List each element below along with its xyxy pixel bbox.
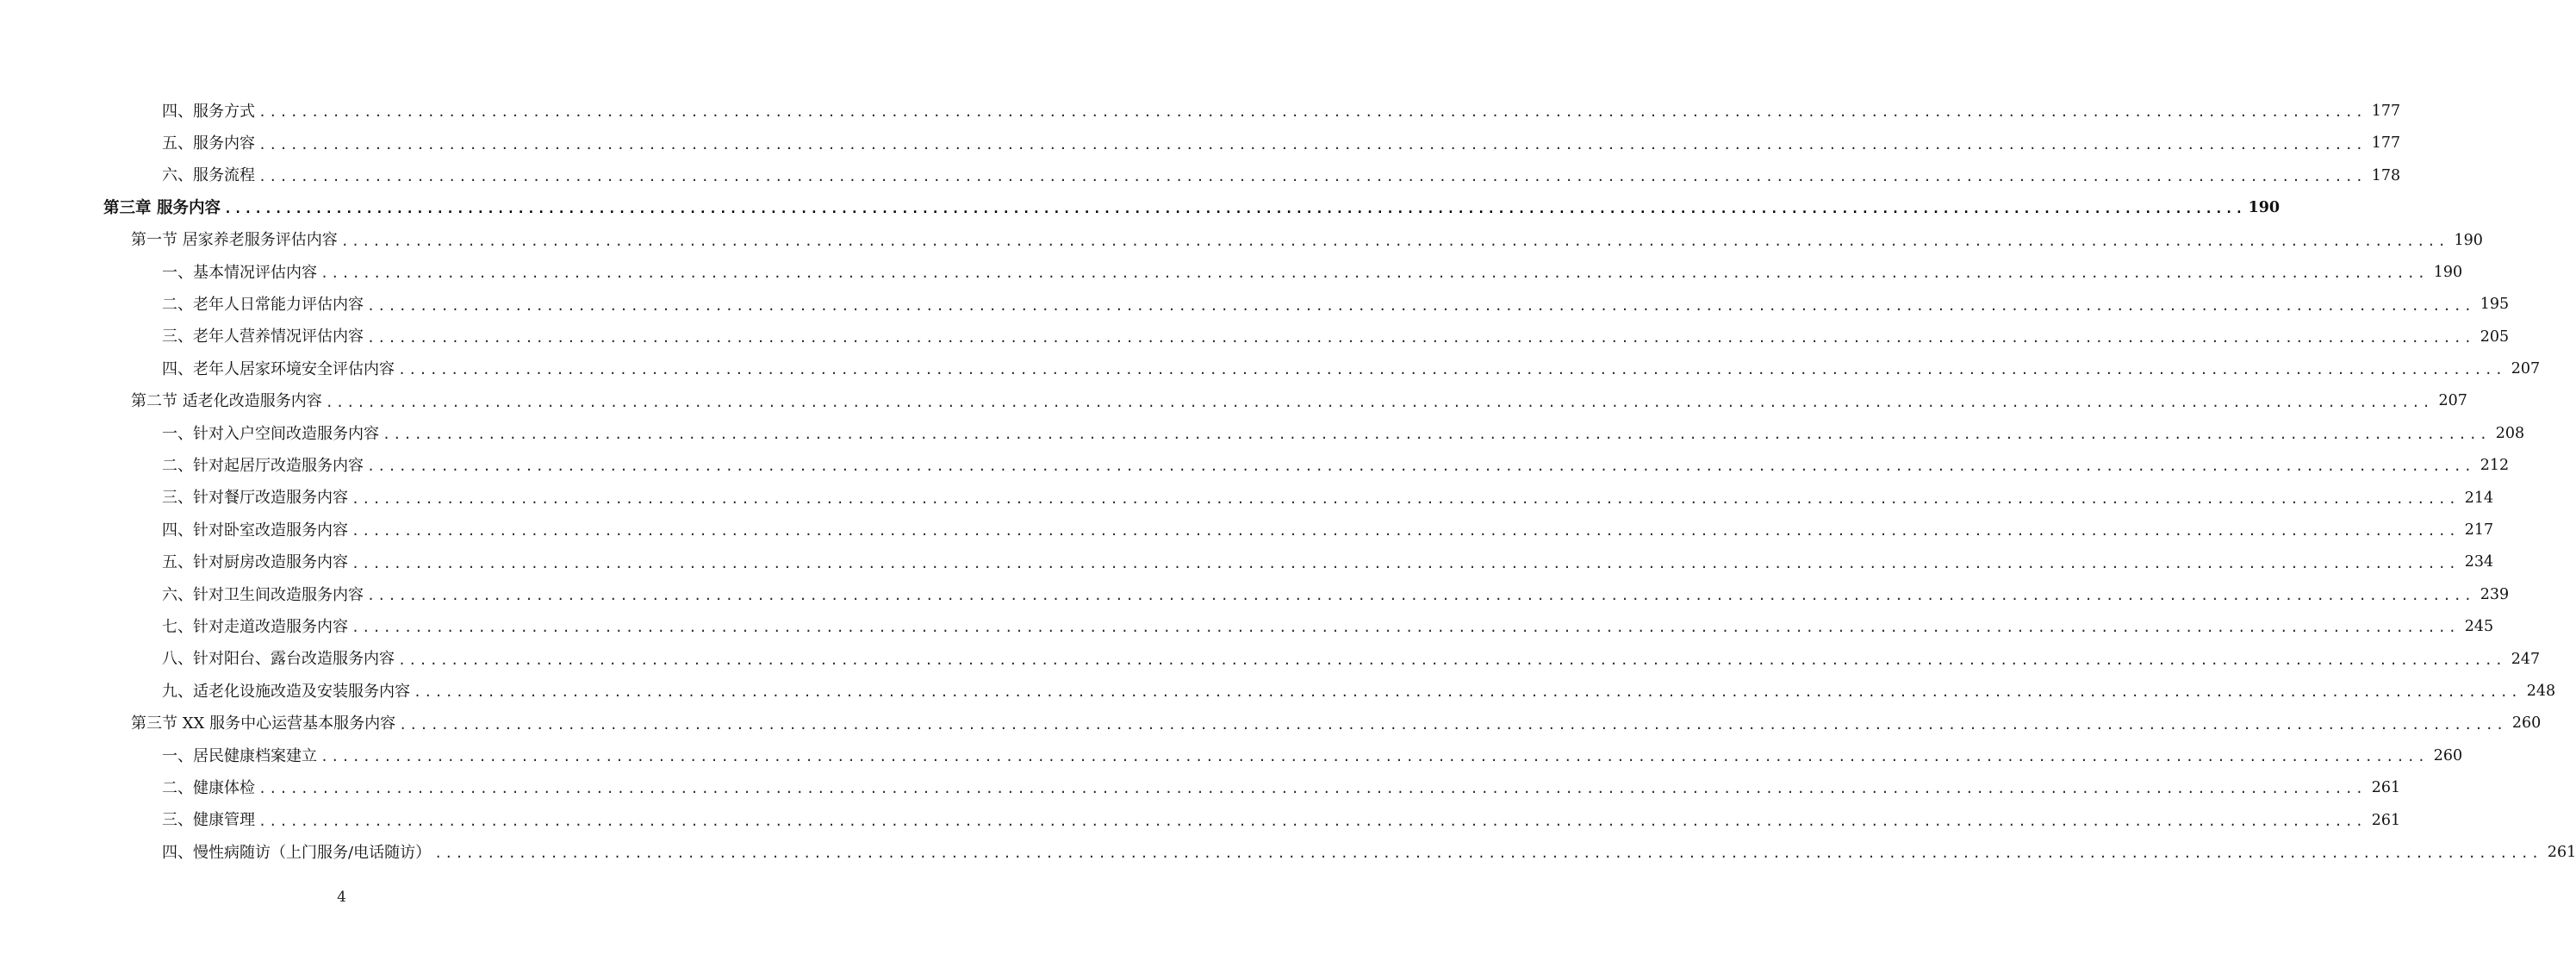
dot-leader: ........................................................................................................................................................................................................ [352,620,2460,636]
dot-leader: ........................................................................................................................................................................................................ [352,555,2460,571]
toc-entry-page: 261 [2371,779,2401,797]
toc-entry-title: 七、针对走道改造服务内容 [162,617,348,636]
toc-entry-title: 一、基本情况评估内容 [162,263,317,282]
toc-entry-title: 六、针对卫生间改造服务内容 [162,585,364,604]
toc-entry-item [0,837,2576,869]
toc-entry-title: 四、慢性病随访（上门服务/电话随访） [162,843,432,862]
dot-leader: ........................................................................................................................................................................................................ [223,201,2246,217]
toc-entry-section [0,386,2467,418]
dot-leader: ........................................................................................................................................................................................................ [258,813,2367,829]
toc-entry-page: 177 [2371,102,2401,120]
toc-entry-item [0,515,2494,546]
dot-leader: ........................................................................................................................................................................................................ [258,781,2367,797]
toc-entry-item [0,676,2556,708]
toc-entry-page: 247 [2511,650,2541,668]
toc-entry-title: 二、老年人日常能力评估内容 [162,296,364,315]
dot-leader: ........................................................................................................................................................................................................ [258,168,2367,184]
toc-entry-title: 二、针对起居厅改造服务内容 [162,456,364,475]
toc-entry-title: 三、老年人营养情况评估内容 [162,328,364,346]
toc-entry-item [0,289,2510,321]
toc-entry-page: 245 [2464,618,2494,636]
toc-entry-page: 190 [2248,199,2280,217]
toc-entry-item [0,772,2401,804]
toc-entry-item [0,160,2401,192]
toc-entry-item [0,418,2525,450]
toc-entry-page: 178 [2371,166,2401,184]
toc-entry-page: 212 [2480,457,2510,475]
toc-entry-title: 四、针对卧室改造服务内容 [162,521,348,540]
toc-entry-page: 234 [2464,553,2494,571]
toc-entry-page: 217 [2464,521,2494,540]
dot-leader: ........................................................................................................................................................................................................ [383,427,2491,443]
toc-entry-page: 190 [2454,231,2483,249]
toc-entry-page: 205 [2480,328,2510,346]
toc-entry-title: 第三节 XX 服务中心运营基本服务内容 [131,714,396,733]
toc-entry-item [0,450,2510,482]
dot-leader: ........................................................................................................................................................................................................ [399,716,2507,733]
toc-entry-page: 190 [2433,263,2463,281]
toc-entry-title: 第一节 居家养老服务评估内容 [131,231,338,250]
toc-entry-title: 四、老年人居家环境安全评估内容 [162,359,395,378]
dot-leader: ........................................................................................................................................................................................................ [325,394,2433,410]
dot-leader: ........................................................................................................................................................................................................ [352,490,2460,507]
toc-entry-item [0,546,2494,578]
dot-leader: ........................................................................................................................................................................................................ [398,362,2506,378]
toc-entry-item [0,257,2463,289]
toc-entry-title: 三、健康管理 [162,811,255,830]
toc-entry-item [0,483,2494,515]
toc-entry-chapter [0,192,2280,224]
toc-entry-title: 第二节 适老化改造服务内容 [131,392,322,411]
dot-leader: ........................................................................................................................................................................................................ [320,749,2429,764]
dot-leader: ........................................................................................................................................................................................................ [367,329,2475,346]
toc-entry-section [0,225,2483,257]
toc-entry-title: 八、针对阳台、露台改造服务内容 [162,650,395,669]
toc-entry-title: 一、居民健康档案建立 [162,746,317,765]
toc-entry-page: 214 [2464,489,2494,507]
toc-entry-item [0,96,2401,128]
toc-entry-page: 261 [2547,843,2576,861]
toc-entry-title: 二、健康体检 [162,778,255,797]
toc-entry-item [0,321,2510,353]
dot-leader: ........................................................................................................................................................................................................ [340,233,2448,249]
dot-leader: ........................................................................................................................................................................................................ [320,265,2429,282]
toc-entry-title: 三、针对餐厅改造服务内容 [162,489,348,508]
toc-entry-title: 六、服务流程 [162,166,255,185]
toc-entry-title: 五、服务内容 [162,134,255,153]
toc-entry-page: 177 [2371,134,2401,153]
dot-leader: ........................................................................................................................................................................................................ [258,136,2367,153]
toc-entry-item [0,644,2541,676]
toc-entry-title: 第三章 服务内容 [103,198,221,217]
table-of-contents [0,96,2576,869]
toc-entry-page: 260 [2433,746,2463,764]
toc-entry-page: 239 [2480,585,2510,603]
dot-leader: ........................................................................................................................................................................................................ [352,523,2460,540]
toc-entry-title: 四、服务方式 [162,102,255,121]
page-number: 4 [337,889,346,906]
toc-entry-item [0,128,2401,159]
toc-entry-page: 195 [2480,296,2510,314]
toc-entry-title: 五、针对厨房改造服务内容 [162,553,348,572]
toc-entry-title: 九、适老化设施改造及安装服务内容 [162,682,410,701]
dot-leader: ........................................................................................................................................................................................................ [367,459,2475,475]
dot-leader: ........................................................................................................................................................................................................ [434,845,2542,862]
dot-leader: ........................................................................................................................................................................................................ [414,684,2522,701]
toc-entry-page: 248 [2526,682,2556,700]
toc-entry-title: 一、针对入户空间改造服务内容 [162,424,379,443]
toc-entry-page: 207 [2438,392,2467,410]
dot-leader: ........................................................................................................................................................................................................ [367,297,2475,314]
toc-entry-section [0,708,2542,739]
toc-entry-item [0,353,2541,385]
dot-leader: ........................................................................................................................................................................................................ [398,652,2506,668]
toc-entry-page: 208 [2495,424,2525,442]
toc-entry-item [0,611,2494,643]
toc-entry-item [0,740,2463,772]
toc-entry-item [0,579,2510,611]
toc-entry-page: 207 [2511,360,2541,378]
dot-leader: ........................................................................................................................................................................................................ [258,104,2367,121]
dot-leader: ........................................................................................................................................................................................................ [367,588,2475,604]
toc-entry-page: 261 [2371,811,2401,829]
toc-entry-page: 260 [2511,714,2542,733]
toc-entry-item [0,805,2401,837]
